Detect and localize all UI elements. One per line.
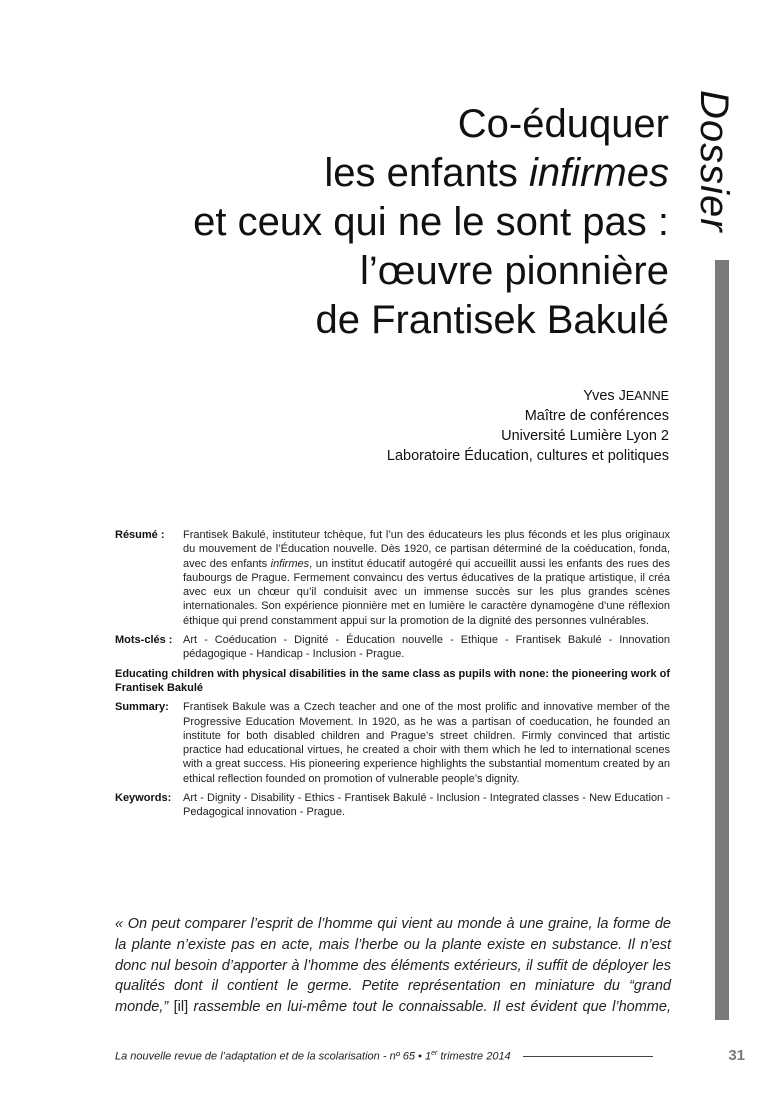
summary-en-label: Summary: <box>115 701 169 714</box>
abstract-section <box>115 528 670 825</box>
title-line-1: Co-éduquer <box>457 102 669 146</box>
author-lab: Laboratoire Éducation, cultures et politiques <box>386 448 669 464</box>
author-university: Université Lumière Lyon 2 <box>501 428 669 444</box>
footer-rule <box>523 1056 653 1057</box>
author-position: Maître de conférences <box>524 408 669 424</box>
title-line-2: les enfants infirmes <box>324 151 669 195</box>
author-block <box>269 386 669 466</box>
journal-citation: La nouvelle revue de l’adaptation et de la scolarisation - nº 65 • 1er trimestre 2014 <box>115 1049 511 1063</box>
english-title: Educating children with physical disabilities in the same class as pupils with none: the pioneering work of Frantisek Bakulé <box>115 667 670 694</box>
keywords-fr-text: Art - Coéducation - Dignité - Éducation nouvelle - Ethique - Frantisek Bakulé - Innovation pédagogique - Handicap - Inclusion - Prague. <box>183 634 670 661</box>
abstract-fr-label: Résumé : <box>115 529 165 541</box>
author-last-name: JEANNE <box>618 388 669 404</box>
page-number: 31 <box>728 1047 745 1064</box>
summary-en-text: Frantisek Bakule was a Czech teacher and one of the most prolific and innovative member of the Progressive Education Movement. In 1920, as he was a partisan of coeducation, he founded an institute for both disabled children and Prague’s street children. Firmly convinced that artistic practice had educational virtues, he created a choir with them which he led to international scenes with a great success. His pioneering experience highlights the substantial momentum created by an ethical reflection founded on promotion of vulnerable people’s dignity. <box>183 701 670 785</box>
title-emphasis: infirmes <box>528 151 669 195</box>
abstract-fr <box>115 528 670 628</box>
keywords-fr-label: Mots-clés : <box>115 634 173 647</box>
keywords-en-label: Keywords: <box>115 792 172 805</box>
keywords-fr <box>115 633 670 662</box>
summary-en <box>115 700 670 786</box>
title-line-5: de Frantisek Bakulé <box>315 298 669 342</box>
title-line-4: l’œuvre pionnière <box>359 249 669 293</box>
keywords-en-text: Art - Dignity - Disability - Ethics - Frantisek Bakulé - Inclusion - Integrated classes - New Education - Pedagogical innovation - Prague. <box>183 792 670 819</box>
opening-quote: « On peut comparer l’esprit de l’homme qui vient au monde à une graine, la forme de la plante n’existe pas en acte, mais l’herbe ou la plante existe en substance. Il n’est donc nul besoin d’apporter à l’homme des éléments extérieurs, il suffit de déployer les qualités dont il contient le germe. Petite représentation en miniature du “grand monde,” [il] rassemble en lui-même tout le connaissable. Il est évident que l’homme, <box>115 916 671 1016</box>
abstract-fr-text: Frantisek Bakulé, instituteur tchèque, fut l’un des éducateurs les plus féconds et les plus originaux du mouvement de l’Éducation nouvelle. Dès 1920, ce partisan déterminé de la coéducation, fonda, avec des enfants infirmes, un institut éducatif autogéré qui accueillit aussi les enfants des rues des faubourgs de Prague. Fermement convaincu des vertus éducatives de la pratique artistique, il créa avec eux un chœur qu’il conduisit avec un immense succès sur les plus grandes scènes internationales. Son expérience pionnière met en lumière le caractère dynamogène d’une réflexion éthique qui prend constamment appui sur la promotion de la dignité des personnes vulnérables. <box>183 529 670 627</box>
author-name: Yves JEANNE <box>583 388 669 404</box>
keywords-en <box>115 791 670 820</box>
title-line-3: et ceux qui ne le sont pas : <box>193 200 669 244</box>
section-label-dossier: Dossier <box>692 90 736 233</box>
page-footer <box>115 1047 745 1065</box>
article-title <box>109 100 669 345</box>
decorative-side-bar <box>715 260 729 1020</box>
